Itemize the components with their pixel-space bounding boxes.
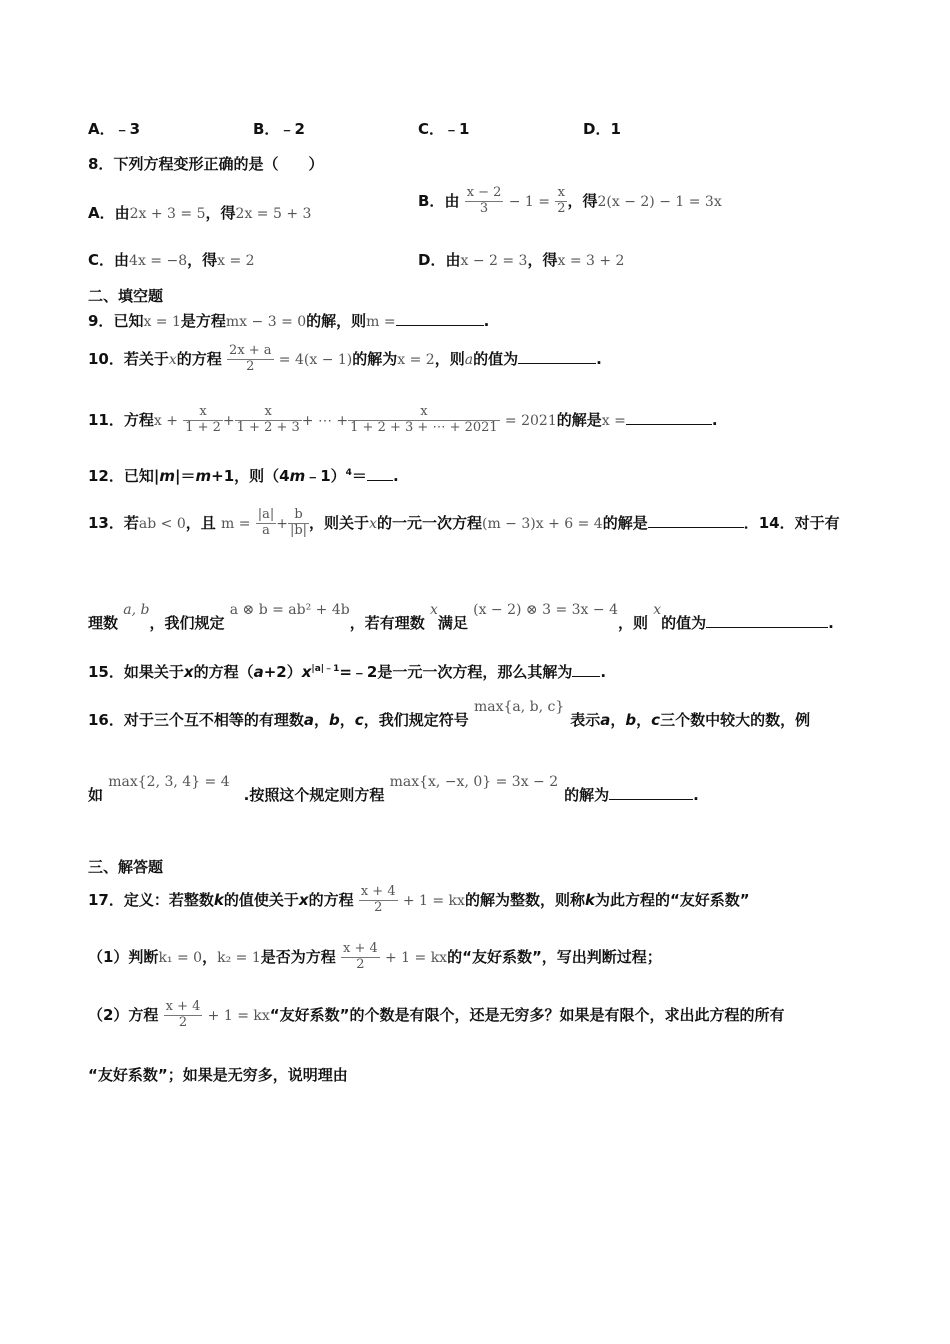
denominator: 1 + 2 bbox=[185, 419, 221, 435]
answer-blank[interactable] bbox=[626, 424, 712, 425]
question-10 bbox=[88, 344, 602, 375]
fraction bbox=[465, 186, 504, 217]
operator: + ⋯ + bbox=[301, 412, 349, 429]
equation: x = bbox=[601, 412, 626, 429]
option-text: ，得 bbox=[567, 191, 598, 210]
question-text: 定义：若整数 bbox=[123, 890, 214, 909]
question-text: 的解为 bbox=[564, 786, 610, 804]
question-text: 的解是 bbox=[556, 410, 602, 429]
variable: x bbox=[429, 602, 438, 618]
q8-option-d bbox=[418, 249, 624, 270]
option-text: ，得 bbox=[527, 251, 558, 269]
punctuation: . bbox=[693, 786, 699, 804]
question-text: 的值为 bbox=[473, 349, 519, 368]
equation: k₂ = 1 bbox=[217, 949, 261, 966]
answer-blank[interactable] bbox=[518, 363, 596, 364]
numerator: x − 2 bbox=[466, 185, 502, 200]
exponent: 4 bbox=[345, 468, 352, 478]
option-value: ﹣3 bbox=[114, 120, 141, 138]
option-text: ，得 bbox=[187, 251, 218, 269]
variable: x bbox=[369, 515, 377, 532]
question-number: 15． bbox=[88, 663, 124, 681]
denominator: 3 bbox=[479, 200, 489, 216]
variable: k bbox=[213, 890, 224, 909]
operator: + bbox=[222, 412, 235, 429]
question-number: 14． bbox=[758, 513, 795, 532]
fraction bbox=[288, 508, 309, 539]
fraction bbox=[555, 186, 567, 217]
equation: m = bbox=[221, 515, 251, 532]
question-text: .按照这个规定则方程 bbox=[243, 786, 385, 804]
punctuation: . bbox=[596, 349, 602, 368]
answer-blank[interactable] bbox=[367, 480, 393, 481]
numerator: x bbox=[235, 405, 302, 421]
question-text: ，则关于 bbox=[309, 513, 370, 532]
question-text: ﹣1） bbox=[305, 467, 346, 485]
question-text: ，我们规定符号 bbox=[363, 711, 469, 729]
option-c bbox=[418, 118, 469, 139]
question-text: ，若有理数 bbox=[349, 614, 425, 632]
numerator: x + 4 bbox=[342, 941, 378, 956]
question-text: ＝ bbox=[351, 467, 367, 485]
punctuation: ． bbox=[743, 513, 759, 532]
question-number: 16． bbox=[88, 711, 124, 729]
variable: a bbox=[600, 711, 611, 729]
variable: x bbox=[168, 351, 177, 368]
variable: k bbox=[584, 890, 595, 909]
part-label: （1）判断 bbox=[88, 947, 159, 966]
variable: c bbox=[354, 711, 364, 729]
operator: + bbox=[276, 515, 288, 532]
variable: x bbox=[653, 602, 662, 618]
denominator: 2 bbox=[557, 200, 566, 216]
denominator: 2 bbox=[246, 358, 255, 374]
question-number: 8． bbox=[88, 155, 114, 173]
question-number: 9． bbox=[88, 312, 114, 330]
exponent: |a|﹣1 bbox=[311, 664, 340, 674]
fraction bbox=[183, 405, 223, 436]
option-text: ，得 bbox=[205, 204, 236, 222]
question-text: 的值为 bbox=[661, 614, 707, 632]
equation: ab < 0 bbox=[138, 515, 186, 532]
question-text: 的解，则 bbox=[306, 312, 367, 330]
variable: c bbox=[651, 711, 661, 729]
question-text: 是方程 bbox=[180, 312, 226, 330]
numerator: x bbox=[183, 405, 223, 421]
part-label: （2）方程 bbox=[88, 1005, 159, 1024]
denominator: 2 bbox=[374, 899, 383, 915]
question-text: 如 bbox=[88, 786, 104, 804]
question-text: 满足 bbox=[437, 614, 468, 632]
option-text: 由 bbox=[444, 191, 460, 210]
question-text: 的“友好系数”，写出判断过程； bbox=[447, 947, 662, 966]
option-value: ﹣2 bbox=[279, 120, 305, 138]
question-text: +1，则（4 bbox=[211, 467, 290, 485]
question-text: 的方程（ bbox=[193, 663, 254, 681]
option-label: D． bbox=[418, 251, 446, 269]
equation: k₁ = 0 bbox=[158, 949, 203, 966]
fraction bbox=[359, 885, 398, 916]
variable: a bbox=[253, 663, 264, 681]
option-d bbox=[583, 118, 621, 139]
question-text: =﹣2是一元一次方程，那么其解为 bbox=[339, 663, 573, 681]
denominator: 2 bbox=[356, 956, 365, 972]
equation: 2(x − 2) − 1 = 3x bbox=[597, 193, 722, 210]
answer-blank[interactable] bbox=[706, 627, 828, 628]
equation: 2x = 5 + 3 bbox=[235, 206, 312, 222]
answer-blank[interactable] bbox=[648, 527, 744, 528]
punctuation: ， bbox=[610, 711, 626, 729]
variable: b bbox=[329, 711, 340, 729]
option-value: ﹣1 bbox=[444, 120, 470, 138]
option-label: A． bbox=[88, 204, 115, 222]
q8-option-c bbox=[88, 249, 255, 270]
punctuation: ， bbox=[636, 711, 652, 729]
question-text: 的一元一次方程 bbox=[376, 513, 482, 532]
question-17-part-1 bbox=[88, 942, 662, 973]
punctuation: . bbox=[392, 467, 399, 485]
equation: x − 2 = 3 bbox=[460, 253, 528, 269]
equation: 4x = −8 bbox=[129, 253, 188, 269]
question-number: 12． bbox=[88, 467, 124, 485]
fraction bbox=[164, 1000, 203, 1031]
question-text: 对于三个互不相等的有理数 bbox=[123, 711, 304, 729]
option-text: 由 bbox=[445, 251, 461, 269]
option-label: B． bbox=[418, 191, 445, 210]
answer-blank[interactable] bbox=[609, 799, 693, 800]
question-15 bbox=[88, 661, 606, 682]
numerator: b bbox=[288, 508, 309, 524]
numerator: 2x + a bbox=[229, 343, 272, 358]
equation: m = bbox=[366, 314, 396, 330]
question-text: 三个数中较大的数，例 bbox=[660, 711, 811, 729]
punctuation: . bbox=[711, 410, 718, 429]
question-8-stem bbox=[88, 153, 323, 174]
variables: a, b bbox=[123, 602, 150, 618]
equation: max{a, b, c} bbox=[473, 699, 565, 715]
question-16 bbox=[88, 699, 811, 730]
question-text: 的解是 bbox=[602, 513, 648, 532]
equation: max{x, −x, 0} = 3x − 2 bbox=[389, 774, 559, 790]
equation: x = 2 bbox=[397, 351, 435, 368]
equation: x = 1 bbox=[143, 314, 181, 330]
numerator: x bbox=[555, 186, 567, 202]
option-label: B． bbox=[253, 120, 280, 138]
denominator: |b| bbox=[289, 522, 308, 538]
variable: a bbox=[464, 351, 474, 368]
fraction bbox=[341, 942, 380, 973]
question-text: ，我们规定 bbox=[149, 614, 225, 632]
section-heading: 三、解答题 bbox=[88, 858, 164, 876]
question-text: 对于有 bbox=[794, 513, 840, 532]
question-text: 若 bbox=[123, 513, 139, 532]
equation: x = 2 bbox=[217, 253, 255, 269]
question-text: +2） bbox=[263, 663, 302, 681]
option-label: D． bbox=[583, 120, 611, 138]
equation: mx − 3 = 0 bbox=[225, 314, 307, 330]
denominator: 2 bbox=[178, 1014, 188, 1030]
fraction bbox=[348, 405, 500, 436]
option-b bbox=[253, 118, 305, 139]
question-14 bbox=[88, 602, 834, 633]
fraction bbox=[227, 344, 274, 375]
question-text: 理数 bbox=[88, 614, 119, 632]
question-text: 的解为整数，则称 bbox=[464, 890, 585, 909]
denominator: a bbox=[262, 522, 270, 538]
equation: = 2021 bbox=[504, 412, 557, 429]
question-number: 10． bbox=[88, 349, 124, 368]
question-17-part-2-continued: “友好系数”；如果是无穷多，说明理由 bbox=[88, 1066, 348, 1084]
question-text: 已知| bbox=[123, 467, 160, 485]
equation: (m − 3)x + 6 = 4 bbox=[481, 515, 603, 532]
question-text: 的方程 bbox=[308, 890, 354, 909]
fraction bbox=[235, 405, 302, 436]
equation: + 1 = kx bbox=[384, 949, 448, 966]
variable: x bbox=[298, 890, 309, 909]
question-text: 若关于 bbox=[123, 349, 169, 368]
question-number: 13． bbox=[88, 513, 124, 532]
question-text: 方程 bbox=[123, 410, 154, 429]
option-value: 1 bbox=[610, 120, 621, 138]
numerator: x + 4 bbox=[360, 884, 396, 899]
question-text: “友好系数”的个数是有限个，还是无穷多？如果是有限个，求出此方程的所有 bbox=[269, 1005, 785, 1024]
question-text: 下列方程变形正确的是（ ） bbox=[113, 155, 324, 173]
equation: max{2, 3, 4} = 4 bbox=[108, 774, 230, 790]
answer-blank[interactable] bbox=[572, 676, 600, 677]
question-text: 为此方程的“友好系数” bbox=[594, 890, 750, 909]
option-text: 由 bbox=[114, 251, 130, 269]
equation: x = 3 + 2 bbox=[557, 253, 625, 269]
q8-option-b bbox=[418, 186, 722, 217]
question-11 bbox=[88, 405, 718, 436]
question-text: ，则 bbox=[618, 614, 649, 632]
question-text: ，则 bbox=[434, 349, 465, 368]
denominator: 1 + 2 + 3 bbox=[236, 419, 300, 435]
punctuation: ， bbox=[314, 711, 330, 729]
variable: m bbox=[195, 467, 212, 485]
question-text: ，且 bbox=[185, 513, 216, 532]
variable: m bbox=[289, 467, 306, 485]
punctuation: . bbox=[828, 614, 834, 632]
fraction bbox=[256, 508, 277, 539]
question-text: 的值使关于 bbox=[223, 890, 299, 909]
equation: (x − 2) ⊗ 3 = 3x − 4 bbox=[473, 602, 618, 618]
punctuation: ， bbox=[202, 947, 218, 966]
equation: 2x + 3 = 5 bbox=[129, 206, 206, 222]
punctuation: ， bbox=[339, 711, 355, 729]
option-a bbox=[88, 118, 140, 139]
punctuation: . bbox=[483, 312, 490, 330]
question-text: 如果关于 bbox=[123, 663, 184, 681]
option-text: 由 bbox=[114, 204, 130, 222]
equation: = 4(x − 1) bbox=[278, 351, 353, 368]
equation: x + bbox=[153, 412, 178, 429]
numerator: |a| bbox=[257, 507, 275, 522]
variable: x bbox=[183, 663, 194, 681]
equation: + 1 = kx bbox=[207, 1007, 270, 1024]
section-heading: 二、填空题 bbox=[88, 287, 164, 305]
variable: m bbox=[159, 467, 175, 485]
question-text: 的方程 bbox=[176, 349, 222, 368]
punctuation: . bbox=[600, 663, 607, 681]
question-9 bbox=[88, 310, 489, 331]
question-text: 是否为方程 bbox=[260, 947, 336, 966]
numerator: x + 4 bbox=[165, 999, 201, 1014]
question-12 bbox=[88, 465, 399, 486]
equation: + 1 = kx bbox=[402, 892, 465, 909]
answer-blank[interactable] bbox=[396, 325, 484, 326]
question-text: 已知 bbox=[113, 312, 144, 330]
q8-option-a bbox=[88, 202, 311, 223]
option-label: C． bbox=[88, 251, 115, 269]
equation: a ⊗ b = ab² + 4b bbox=[229, 602, 350, 618]
question-17-part-2 bbox=[88, 1000, 785, 1031]
denominator: 1 + 2 + 3 + ⋯ + 2021 bbox=[350, 419, 498, 435]
variable: x bbox=[301, 663, 312, 681]
question-17 bbox=[88, 885, 750, 916]
numerator: x bbox=[348, 405, 500, 421]
variable: b bbox=[625, 711, 637, 729]
question-text: |＝ bbox=[175, 467, 196, 485]
option-label: C． bbox=[418, 120, 445, 138]
question-number: 17． bbox=[88, 890, 124, 909]
question-text: 表示 bbox=[570, 711, 601, 729]
equation: − 1 = bbox=[508, 193, 550, 210]
option-label: A． bbox=[88, 120, 115, 138]
question-16-continued bbox=[88, 774, 699, 805]
variable: a bbox=[303, 711, 315, 729]
question-text: 的解为 bbox=[352, 349, 398, 368]
question-number: 11． bbox=[88, 410, 124, 429]
question-13 bbox=[88, 508, 840, 539]
